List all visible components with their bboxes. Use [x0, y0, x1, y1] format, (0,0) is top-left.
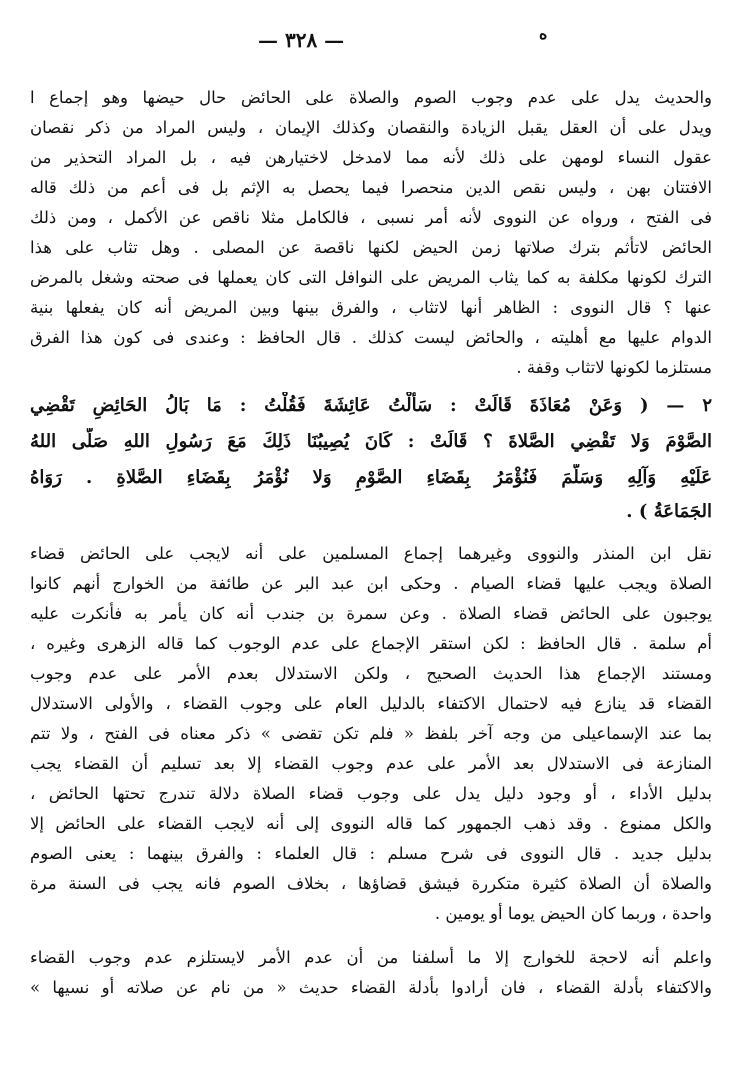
text-line: عقول النساء لومهن على ذلك لأنه مما لامدخل لاختيارهن فيه ، بل المراد التحذير من — [30, 148, 712, 167]
text-line: بدليل الأداء ، أو وجود دليل يدل على وجوب قضاء الصلاة دلالة تندرج تحتها الحائض ، — [30, 784, 712, 803]
text-line: بدليل جديد . قال النووى فى شرح مسلم : قال العلماء : والفرق بينهما : يعنى الصوم — [30, 844, 712, 863]
page-number: — ٣٢٨ — — [258, 28, 345, 52]
text-line: بما عند الإسماعيلى من وجه آخر بلفظ « فلم تكن تقضى » ذكر معناه فى الفتح ، ولا تتم — [30, 724, 712, 743]
text-line: المنازعة فى الاستدلال بعد الأمر على عدم وجوب القضاء إلا بعد تسليم أن القضاء يجب — [30, 754, 712, 773]
text-line: الافتتان بهن ، وليس نقص الدين منحصرا فيما يحصل به الإثم بل فى أعم من ذلك قاله — [30, 178, 712, 197]
text-line: الدوام عليها مع أهليته ، والحائض ليست كذلك . قال الحافظ : وعندى فى كون هذا الفرق — [30, 328, 712, 347]
text-line: ومستند الإجماع هذا الحديث الصحيح ، ولكن الاستدلال بعدم الأمر على عدم وجوب — [30, 664, 712, 683]
hadith-line: الجَمَاعَةُ ) . — [626, 501, 712, 522]
text-line: واعلم أنه لاحجة للخوارج إلا ما أسلفنا من أن عدم الأمر لايستلزم عدم وجوب القضاء — [30, 948, 712, 967]
text-line: عنها ؟ قال النووى : الظاهر أنها لاتثاب ، والفرق بينها وبين المريض أنه كان يفعلها بنية — [30, 298, 712, 317]
text-line: والصلاة أن الصلاة كثيرة متكررة فيشق قضاؤها ، بخلاف الصوم فانه يجب فى السنة مرة — [30, 874, 712, 893]
text-line: واحدة ، وربما كان الحيض يوما أو يومين . — [434, 904, 712, 923]
text-line: الصلاة ويجب عليها قضاء الصيام . وحكى ابن عبد البر عن طائفة من الخوارج أنهم كانوا — [30, 574, 712, 593]
text-line: والاكتفاء بأدلة القضاء ، فان أرادوا بأدلة القضاء حديث « من نام عن صلاته أو نسيها » — [30, 978, 712, 997]
text-line: نقل ابن المنذر والنووى وغيرهما إجماع المسلمين على أنه لايجب على الحائض قضاء — [30, 544, 712, 563]
ornament-mark: ه — [539, 24, 548, 43]
text-line: أم سلمة . قال الحافظ : لكن استقر الإجماع على عدم الوجوب كما قاله الزهرى وغيره ، — [30, 634, 712, 653]
text-line: القضاء قد ينازع فيه لاحتمال الاكتفاء بالدليل العام على وجوب القضاء ، والأولى الاستدلال — [30, 694, 712, 713]
hadith-line: عَلَيْهِ وَآلِهِ وَسَلَّمَ فَنُؤْمَرُ بِقَضَاءِ الصَّوْمِ وَلا نُؤْمَرُ بِقَضَاءِ الصَّلاةِ . رَوَاهُ — [30, 467, 712, 488]
text-line: والكل ممنوع . وقد ذهب الجمهور كما قاله النووى إلى أنه لايجب القضاء على الحائض إلا — [30, 814, 712, 833]
text-line: والحديث يدل على عدم وجوب الصوم والصلاة على الحائض حال حيضها وهو إجماع ا — [30, 88, 712, 107]
text-line: ويدل على أن العقل يقبل الزيادة والنقصان وكذلك الإيمان ، وليس المراد من ذكر نقصان — [30, 118, 712, 137]
text-line: الترك لكونها مكلفة به كما يثاب المريض على النوافل التى كان يعملها فى صحته وشغل بالمرض — [30, 268, 712, 287]
text-line: الحائض لاتأثم بترك صلاتها زمن الحيض لكنها ناقصة عن المصلى . وهل تثاب على هذا — [30, 238, 712, 257]
text-line: فى الفتح ، ورواه عن النووى لأنه أمر نسبى ، فالكامل مثلا ناقص عن الأكمل ، ومن ذلك — [30, 208, 712, 227]
text-line: يوجبون على الحائض قضاء الصلاة . وعن سمرة بن جندب أنه كان يأمر به فأنكرت عليه — [30, 604, 712, 623]
hadith-line: الصَّوْمَ وَلا تَقْضِي الصَّلاةَ ؟ قَالَتْ : كَانَ يُصِيبُنَا ذَلِكَ مَعَ رَسُولِ اللهِ صَلَّى اللهُ — [30, 431, 712, 452]
text-line: مستلزما لكونها لاتثاب وقفة . — [516, 358, 712, 377]
hadith-line: ٢ — ( وَعَنْ مُعَاذَةَ قَالَتْ : سَأَلْتُ عَائِشَةَ فَقُلْتُ : مَا بَالُ الحَائِضِ تَقْضِي — [30, 395, 712, 416]
page-header — [0, 24, 734, 58]
